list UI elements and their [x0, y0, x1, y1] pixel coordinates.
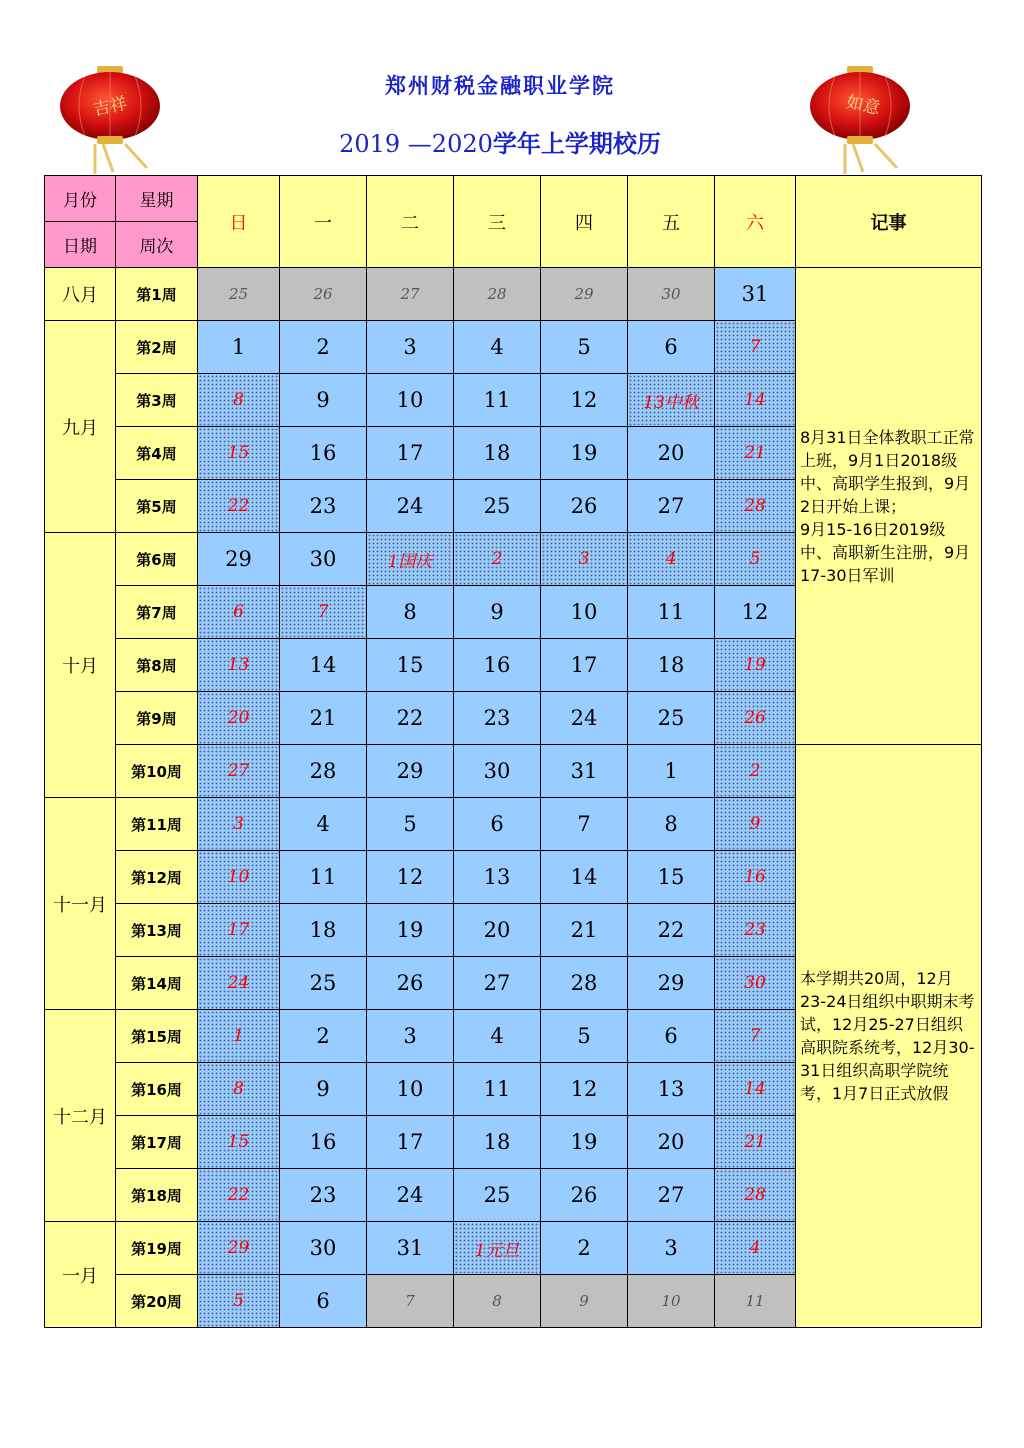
term-year: 2019 —2020 — [339, 130, 493, 158]
day-cell: 29 — [198, 1222, 280, 1275]
day-cell: 12 — [715, 586, 796, 639]
day-cell: 22 — [198, 1169, 280, 1222]
day-cell: 4 — [715, 1222, 796, 1275]
day-cell: 8 — [454, 1275, 541, 1328]
week-label: 第2周 — [116, 321, 198, 374]
day-cell: 13 — [198, 639, 280, 692]
day-cell: 2 — [715, 745, 796, 798]
week-label: 第20周 — [116, 1275, 198, 1328]
notes-text-2: 本学期共20周，12月23-24日组织中职期末考试，12月25-27日组织高职院系统考，12月30-31日组织高职学院统考，1月7日正式放假 — [800, 969, 975, 1103]
day-cell: 15 — [198, 1116, 280, 1169]
day-cell: 8 — [198, 1063, 280, 1116]
day-header-wed: 三 — [454, 176, 541, 268]
day-cell: 7 — [367, 1275, 454, 1328]
week-label: 第10周 — [116, 745, 198, 798]
notes-text-1: 8月31日全体教职工正常上班，9月1日2018级中、高职学生报到，9月2日开始上课； 9月15-16日2019级中、高职新生注册，9月17-30日军训 — [800, 427, 975, 585]
day-cell: 7 — [715, 321, 796, 374]
day-cell: 2 — [280, 1010, 367, 1063]
week-label: 第17周 — [116, 1116, 198, 1169]
day-cell: 19 — [367, 904, 454, 957]
day-cell: 25 — [280, 957, 367, 1010]
month-label: 一月 — [45, 1222, 116, 1328]
day-cell: 15 — [198, 427, 280, 480]
day-cell: 29 — [541, 268, 628, 321]
day-cell: 24 — [367, 480, 454, 533]
week-label: 第14周 — [116, 957, 198, 1010]
day-cell: 23 — [454, 692, 541, 745]
day-cell: 27 — [628, 1169, 715, 1222]
day-cell: 17 — [541, 639, 628, 692]
day-cell: 11 — [715, 1275, 796, 1328]
day-cell: 9 — [454, 586, 541, 639]
day-cell: 3 — [367, 321, 454, 374]
week-label: 第16周 — [116, 1063, 198, 1116]
day-cell: 14 — [715, 374, 796, 427]
left-lantern — [55, 64, 165, 176]
day-cell: 25 — [628, 692, 715, 745]
day-cell: 16 — [715, 851, 796, 904]
day-cell: 17 — [198, 904, 280, 957]
holiday-cell: 13中秋 — [628, 374, 715, 427]
day-cell: 4 — [280, 798, 367, 851]
day-cell: 11 — [454, 374, 541, 427]
week-label: 第12周 — [116, 851, 198, 904]
month-label: 九月 — [45, 321, 116, 533]
day-cell: 25 — [454, 1169, 541, 1222]
day-cell: 24 — [367, 1169, 454, 1222]
day-cell: 10 — [367, 374, 454, 427]
day-cell: 18 — [628, 639, 715, 692]
term-title — [200, 124, 800, 159]
week-label: 第5周 — [116, 480, 198, 533]
day-cell: 29 — [198, 533, 280, 586]
day-cell: 10 — [367, 1063, 454, 1116]
day-cell: 26 — [715, 692, 796, 745]
day-cell: 16 — [280, 1116, 367, 1169]
day-cell: 21 — [715, 427, 796, 480]
day-cell: 19 — [541, 1116, 628, 1169]
day-cell: 10 — [628, 1275, 715, 1328]
term-text: 学年上学期校历 — [492, 130, 661, 158]
day-cell: 2 — [280, 321, 367, 374]
day-cell: 30 — [280, 1222, 367, 1275]
day-cell: 24 — [198, 957, 280, 1010]
day-cell: 14 — [541, 851, 628, 904]
day-cell: 6 — [628, 1010, 715, 1063]
day-cell: 24 — [541, 692, 628, 745]
day-cell: 5 — [367, 798, 454, 851]
day-header-sun: 日 — [198, 176, 280, 268]
day-cell: 16 — [280, 427, 367, 480]
day-cell: 19 — [715, 639, 796, 692]
day-cell: 25 — [454, 480, 541, 533]
holiday-cell: 6 — [198, 586, 280, 639]
day-cell: 18 — [454, 427, 541, 480]
day-cell: 3 — [628, 1222, 715, 1275]
day-cell: 7 — [715, 1010, 796, 1063]
holiday-cell: 2 — [454, 533, 541, 586]
corner-week: 周次 — [116, 222, 198, 268]
corner-month: 月份 — [45, 176, 116, 222]
svg-text:如意: 如意 — [844, 92, 882, 119]
day-cell: 17 — [367, 427, 454, 480]
month-label: 十二月 — [45, 1010, 116, 1222]
day-cell: 31 — [715, 268, 796, 321]
day-cell: 29 — [628, 957, 715, 1010]
day-cell: 20 — [628, 427, 715, 480]
day-cell: 27 — [198, 745, 280, 798]
day-cell: 9 — [280, 1063, 367, 1116]
holiday-cell: 1元旦 — [454, 1222, 541, 1275]
day-cell: 27 — [454, 957, 541, 1010]
week-label: 第8周 — [116, 639, 198, 692]
day-cell: 6 — [280, 1275, 367, 1328]
day-cell: 10 — [541, 586, 628, 639]
day-cell: 5 — [541, 321, 628, 374]
day-cell: 30 — [454, 745, 541, 798]
day-header-sat: 六 — [715, 176, 796, 268]
corner-weekday: 星期 — [116, 176, 198, 222]
month-label: 十月 — [45, 533, 116, 798]
day-cell: 4 — [454, 321, 541, 374]
month-label: 八月 — [45, 268, 116, 321]
day-cell: 14 — [280, 639, 367, 692]
week-label: 第18周 — [116, 1169, 198, 1222]
day-cell: 10 — [198, 851, 280, 904]
day-cell: 20 — [454, 904, 541, 957]
day-cell: 11 — [628, 586, 715, 639]
day-cell: 20 — [198, 692, 280, 745]
day-cell: 11 — [280, 851, 367, 904]
day-cell: 31 — [367, 1222, 454, 1275]
day-cell: 30 — [628, 268, 715, 321]
holiday-cell: 3 — [541, 533, 628, 586]
day-cell: 21 — [715, 1116, 796, 1169]
week-label: 第9周 — [116, 692, 198, 745]
day-cell: 26 — [367, 957, 454, 1010]
day-cell: 28 — [280, 745, 367, 798]
day-cell: 22 — [628, 904, 715, 957]
day-cell: 30 — [715, 957, 796, 1010]
month-label: 十一月 — [45, 798, 116, 1010]
day-cell: 3 — [367, 1010, 454, 1063]
day-cell: 8 — [628, 798, 715, 851]
day-cell: 1 — [198, 321, 280, 374]
day-cell: 30 — [280, 533, 367, 586]
day-cell: 16 — [454, 639, 541, 692]
corner-date: 日期 — [45, 222, 116, 268]
day-cell: 6 — [454, 798, 541, 851]
day-cell: 18 — [280, 904, 367, 957]
week-row — [45, 268, 982, 321]
day-cell: 12 — [541, 374, 628, 427]
week-label: 第4周 — [116, 427, 198, 480]
day-cell: 5 — [198, 1275, 280, 1328]
day-cell: 23 — [280, 1169, 367, 1222]
school-calendar-table — [44, 175, 982, 1328]
week-label: 第15周 — [116, 1010, 198, 1063]
day-cell: 28 — [715, 480, 796, 533]
day-cell: 23 — [280, 480, 367, 533]
day-cell: 12 — [541, 1063, 628, 1116]
day-cell: 13 — [628, 1063, 715, 1116]
day-cell: 28 — [454, 268, 541, 321]
notes-cell-1 — [796, 268, 982, 745]
day-header-mon: 一 — [280, 176, 367, 268]
day-cell: 23 — [715, 904, 796, 957]
holiday-cell: 7 — [280, 586, 367, 639]
day-cell: 26 — [280, 268, 367, 321]
school-name: 郑州财税金融职业学院 — [385, 74, 615, 98]
notes-header: 记事 — [796, 176, 982, 268]
week-label: 第11周 — [116, 798, 198, 851]
day-cell: 15 — [628, 851, 715, 904]
day-cell: 18 — [454, 1116, 541, 1169]
day-cell: 25 — [198, 268, 280, 321]
day-cell: 11 — [454, 1063, 541, 1116]
day-cell: 9 — [541, 1275, 628, 1328]
day-cell: 3 — [198, 798, 280, 851]
day-cell: 8 — [367, 586, 454, 639]
day-cell: 2 — [541, 1222, 628, 1275]
holiday-cell: 5 — [715, 533, 796, 586]
day-cell: 4 — [454, 1010, 541, 1063]
day-header-thu: 四 — [541, 176, 628, 268]
day-cell: 28 — [715, 1169, 796, 1222]
day-cell: 1 — [198, 1010, 280, 1063]
week-label: 第1周 — [116, 268, 198, 321]
week-label: 第3周 — [116, 374, 198, 427]
day-cell: 14 — [715, 1063, 796, 1116]
day-cell: 15 — [367, 639, 454, 692]
day-cell: 28 — [541, 957, 628, 1010]
day-header-tue: 二 — [367, 176, 454, 268]
day-cell: 8 — [198, 374, 280, 427]
day-cell: 21 — [280, 692, 367, 745]
holiday-cell: 1国庆 — [367, 533, 454, 586]
day-cell: 22 — [367, 692, 454, 745]
day-cell: 1 — [628, 745, 715, 798]
week-label: 第6周 — [116, 533, 198, 586]
day-cell: 6 — [628, 321, 715, 374]
day-cell: 27 — [367, 268, 454, 321]
day-cell: 12 — [367, 851, 454, 904]
svg-text:吉祥: 吉祥 — [91, 93, 129, 121]
day-cell: 27 — [628, 480, 715, 533]
day-header-fri: 五 — [628, 176, 715, 268]
right-lantern — [805, 64, 915, 176]
day-cell: 9 — [715, 798, 796, 851]
day-cell: 31 — [541, 745, 628, 798]
day-cell: 20 — [628, 1116, 715, 1169]
day-cell: 17 — [367, 1116, 454, 1169]
day-cell: 22 — [198, 480, 280, 533]
day-cell: 29 — [367, 745, 454, 798]
day-cell: 9 — [280, 374, 367, 427]
day-cell: 7 — [541, 798, 628, 851]
day-cell: 19 — [541, 427, 628, 480]
day-cell: 13 — [454, 851, 541, 904]
day-cell: 21 — [541, 904, 628, 957]
week-row — [45, 745, 982, 798]
notes-cell-2 — [796, 745, 982, 1328]
day-cell: 26 — [541, 480, 628, 533]
day-cell: 26 — [541, 1169, 628, 1222]
week-label: 第19周 — [116, 1222, 198, 1275]
week-label: 第13周 — [116, 904, 198, 957]
day-cell: 5 — [541, 1010, 628, 1063]
week-label: 第7周 — [116, 586, 198, 639]
holiday-cell: 4 — [628, 533, 715, 586]
